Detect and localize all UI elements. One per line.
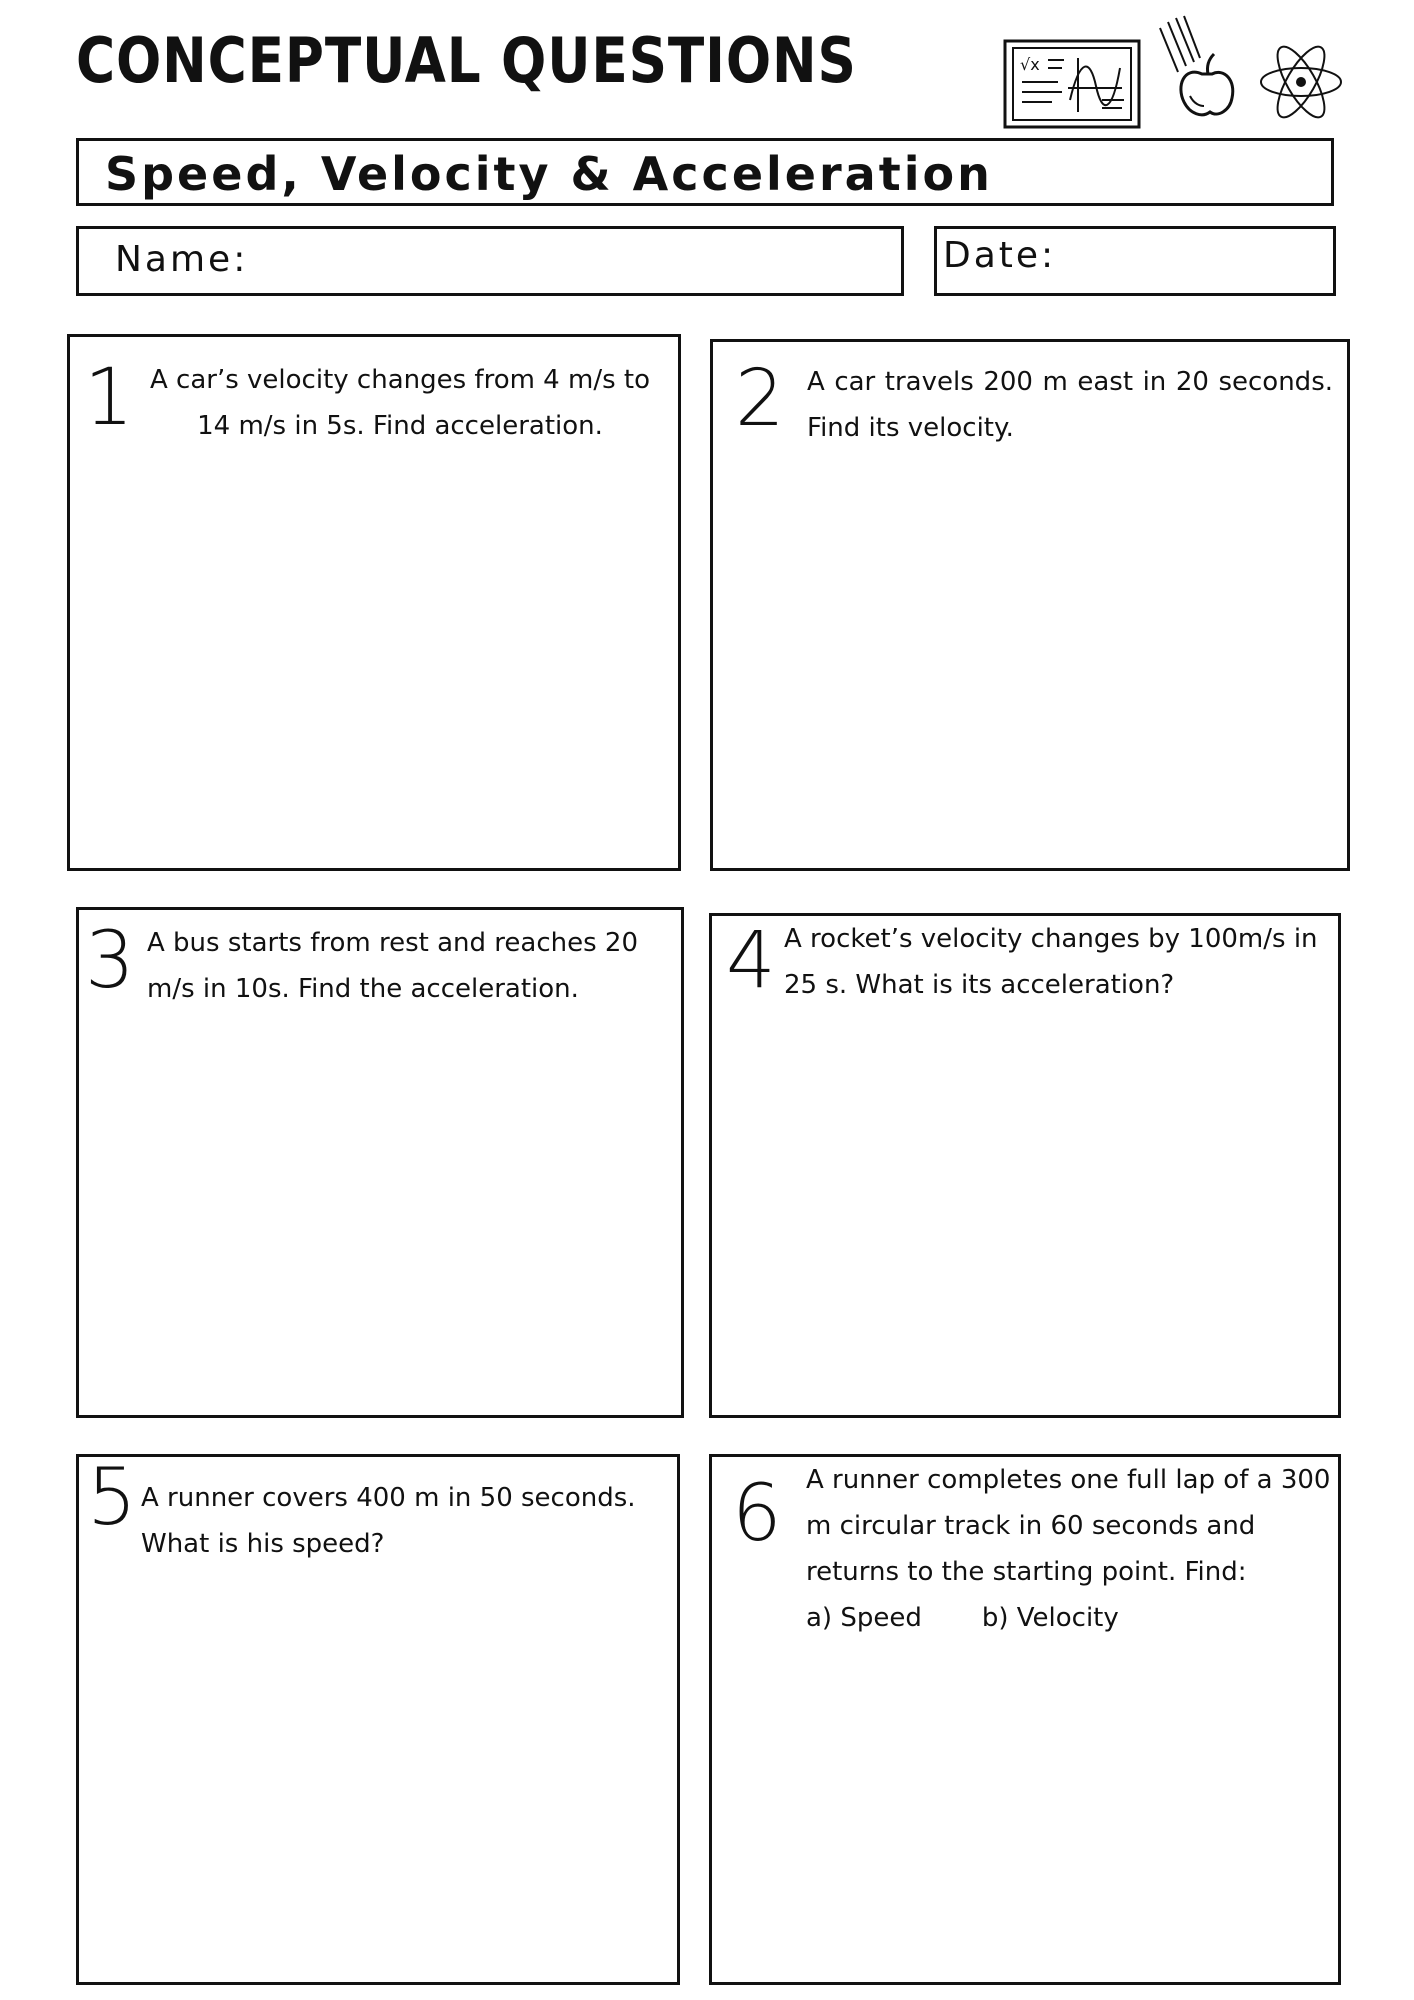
question-number: 1 <box>84 353 134 443</box>
date-label: Date: <box>943 235 1057 276</box>
question-text: A car travels 200 m east in 20 seconds. Find its velocity. <box>807 367 1333 443</box>
chalkboard-icon <box>1002 38 1142 130</box>
date-field[interactable] <box>934 226 1336 296</box>
worksheet-subtitle: Speed, Velocity & Acceleration <box>105 147 993 201</box>
question-box-4[interactable] <box>709 913 1341 1418</box>
question-box-6[interactable] <box>709 1454 1341 1985</box>
question-text-block <box>806 1457 1336 1641</box>
question-number: 2 <box>735 354 785 444</box>
question-box-1[interactable] <box>67 334 681 871</box>
subtitle-box <box>76 138 1334 206</box>
question-text: A rocket’s velocity changes by 100m/s in 25 s. What is its acceleration? <box>784 924 1318 1000</box>
question-box-3[interactable] <box>76 907 684 1418</box>
svg-text:√x: √x <box>1020 55 1040 74</box>
question-box-5[interactable] <box>76 1454 680 1985</box>
question-number: 3 <box>85 916 135 1006</box>
falling-apple-icon <box>1154 14 1236 124</box>
option-a: a) Speed <box>806 1603 922 1633</box>
option-b: b) Velocity <box>981 1603 1119 1633</box>
question-box-2[interactable] <box>710 339 1350 871</box>
atom-icon <box>1256 34 1346 130</box>
question-text: A bus starts from rest and reaches 20 m/s in 10s. Find the acceleration. <box>147 928 638 1004</box>
page-title: CONCEPTUAL QUESTIONS <box>76 24 857 97</box>
question-text: A runner covers 400 m in 50 seconds. What is his speed? <box>141 1483 636 1559</box>
question-text: A car’s velocity changes from 4 m/s to 14 m/s in 5s. Find acceleration. <box>150 365 650 441</box>
question-number: 6 <box>732 1469 782 1559</box>
question-number: 5 <box>87 1453 137 1543</box>
name-label: Name: <box>115 239 249 280</box>
question-number: 4 <box>726 916 776 1006</box>
question-text: A runner completes one full lap of a 300 m circular track in 60 seconds and returns to the starting point. Find: <box>806 1465 1331 1587</box>
name-field[interactable] <box>76 226 904 296</box>
